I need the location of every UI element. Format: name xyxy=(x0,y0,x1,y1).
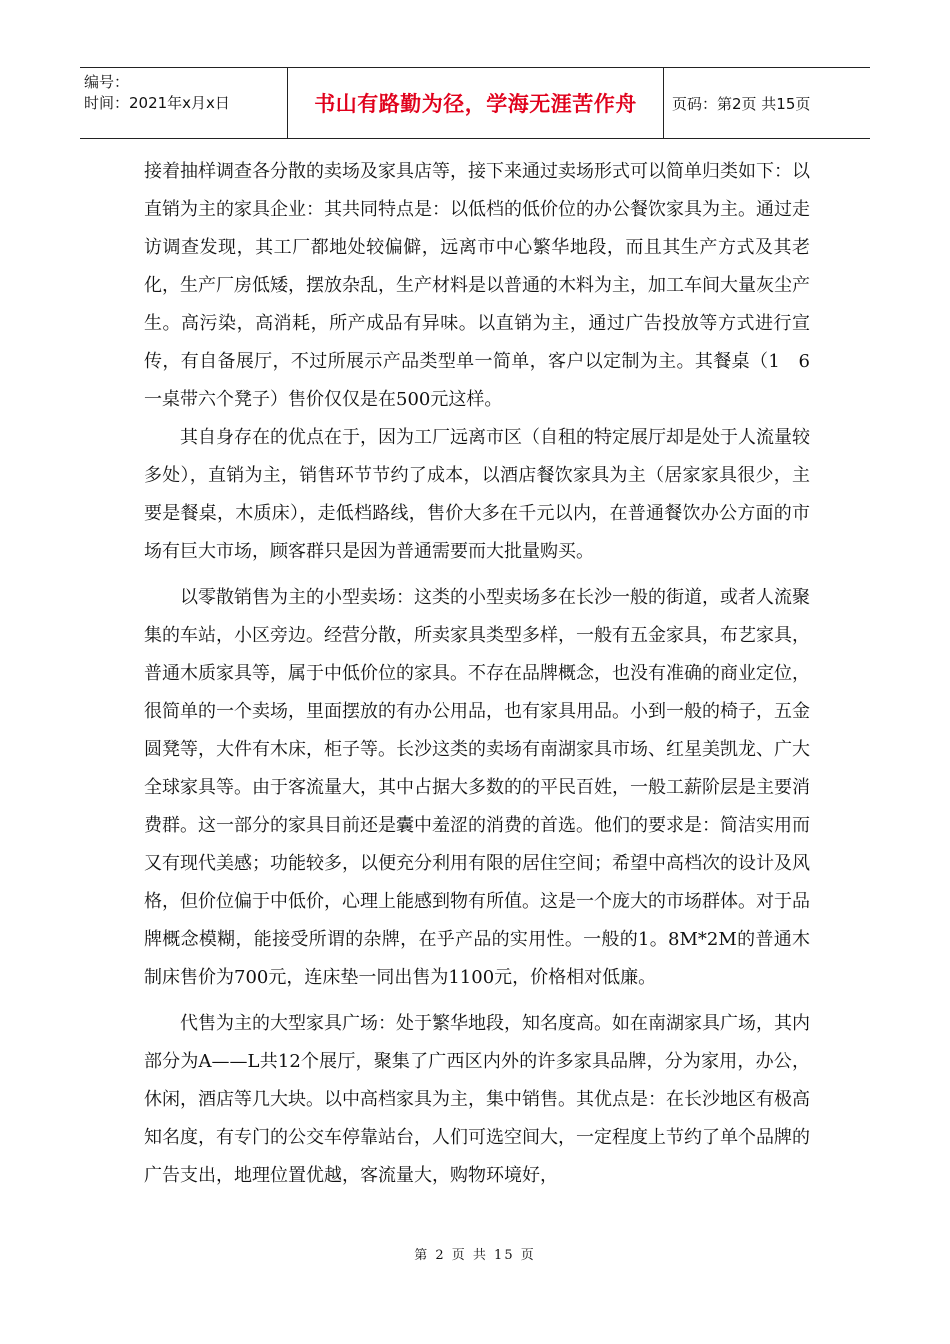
time-label: 时间：2021年x月x日 xyxy=(84,94,230,112)
header-motto: 书山有路勤为径，学海无涯苦作舟 xyxy=(288,68,664,138)
page-header xyxy=(80,67,870,139)
paragraph: 以零散销售为主的小型卖场：这类的小型卖场多在长沙一般的街道，或者人流聚集的车站，小区旁边。经营分散，所卖家具类型多样，一般有五金家具，布艺家具，普通木质家具等，属于中低价位的家具。不存在品牌概念，也没有准确的商业定位，很简单的一个卖场，里面摆放的有办公用品，也有家具用品。小到一般的椅子，五金圆凳等，大件有木床，柜子等。长沙这类的卖场有南湖家具市场、红星美凯龙、广大全球家具等。由于客流量大，其中占据大多数的的平民百姓，一般工薪阶层是主要消费群。这一部分的家具目前还是囊中羞涩的消费的首选。他们的要求是：简洁实用而又有现代美感；功能较多，以便充分利用有限的居住空间；希望中高档次的设计及风格，但价位偏于中低价，心理上能感到物有所值。这是一个庞大的市场群体。对于品牌概念模糊，能接受所谓的杂牌，在乎产品的实用性。一般的1。8M*2M的普通木制床售价为700元，连床垫一同出售为1100元，价格相对低廉。 xyxy=(144,587,810,988)
paragraph: 其自身存在的优点在于，因为工厂远离市区（自租的特定展厅却是处于人流量较多处），直销为主，销售环节节约了成本，以酒店餐饮家具为主（居家家具很少，主要是餐桌，木质床），走低档路线，售价大多在千元以内，在普通餐饮办公方面的市场有巨大市场，顾客群只是因为普通需要而大批量购买。 xyxy=(144,427,810,562)
page-footer: 第 2 页 共 15 页 xyxy=(414,1248,536,1263)
paragraph: 接着抽样调查各分散的卖场及家具店等，接下来通过卖场形式可以简单归类如下：以直销为主的家具企业：其共同特点是：以低档的低价位的办公餐饮家具为主。通过走访调查发现，其工厂都地处较偏僻，远离市中心繁华地段，而且其生产方式及其老化，生产厂房低矮，摆放杂乱，生产材料是以普通的木料为主，加工车间大量灰尘产生。高污染，高消耗，所产成品有异味。以直销为主，通过广告投放等方式进行宣传，有自备展厅，不过所展示产品类型单一简单，客户以定制为主。其餐桌（1 6一桌带六个凳子）售价仅仅是在500元这样。 xyxy=(144,161,810,410)
header-meta xyxy=(80,68,288,138)
header-page-info: 页码：第2页 共15页 xyxy=(672,94,811,113)
number-label: 编号： xyxy=(84,73,130,91)
paragraph: 代售为主的大型家具广场：处于繁华地段，知名度高。如在南湖家具广场，其内部分为A——L共12个展厅，聚集了广西区内外的许多家具品牌，分为家用，办公，休闲，酒店等几大块。以中高档家具为主，集中销售。其优点是：在长沙地区有极高知名度，有专门的公交车停靠站台，人们可选空间大，一定程度上节约了单个品牌的广告支出，地理位置优越，客流量大，购物环境好， xyxy=(144,1013,810,1186)
document-body xyxy=(144,153,810,1195)
